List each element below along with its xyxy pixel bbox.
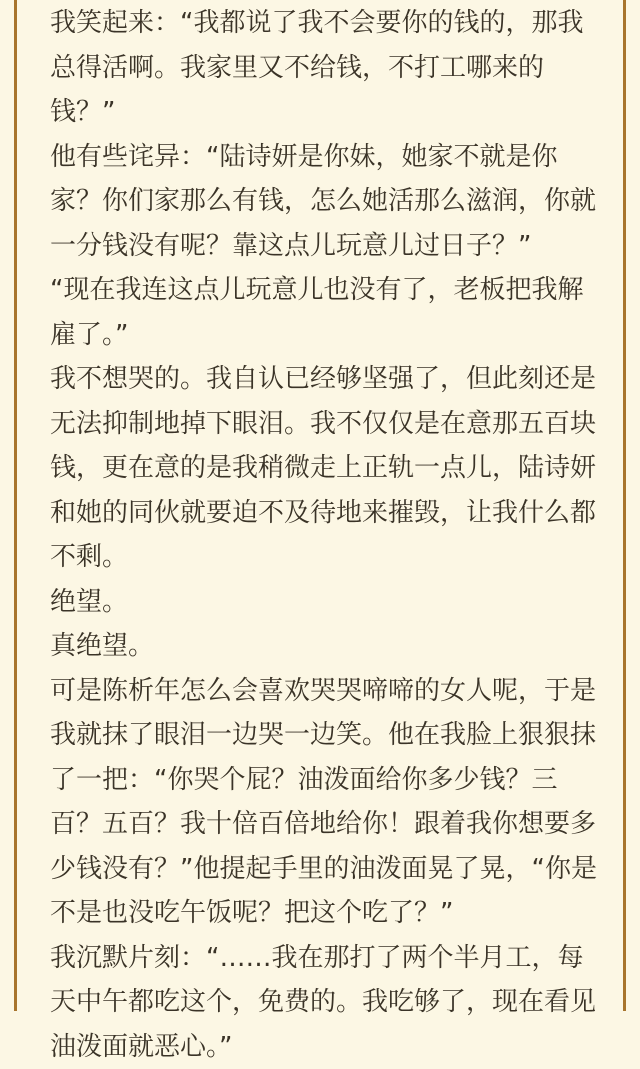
- paragraph: 绝望。: [50, 580, 598, 625]
- left-border-line: [14, 0, 17, 1011]
- paragraph: 我不想哭的。我自认已经够坚强了，但此刻还是无法抑制地掉下眼泪。我不仅仅是在意那五百块钱，更在意的是我稍微走上正轨一点儿，陆诗妍和她的同伙就要迫不及待地来摧毁，让我什么都不剩。: [50, 357, 598, 580]
- article-body: [50, 1, 598, 1069]
- paragraph: “现在我连这点儿玩意儿也没有了，老板把我解雇了。”: [50, 268, 598, 357]
- paragraph: 我笑起来：“我都说了我不会要你的钱的，那我总得活啊。我家里又不给钱，不打工哪来的钱？”: [50, 1, 598, 135]
- paragraph: 我沉默片刻：“……我在那打了两个半月工，每天中午都吃这个，免费的。我吃够了，现在看见油泼面就恶心。”: [50, 936, 598, 1069]
- paragraph: 他有些诧异：“陆诗妍是你妹，她家不就是你家？你们家那么有钱，怎么她活那么滋润，你就一分钱没有呢？靠这点儿玩意儿过日子？”: [50, 135, 598, 269]
- paragraph: 真绝望。: [50, 624, 598, 669]
- paragraph: 可是陈析年怎么会喜欢哭哭啼啼的女人呢，于是我就抹了眼泪一边哭一边笑。他在我脸上狠狠抹了一把：“你哭个屁？油泼面给你多少钱？三百？五百？我十倍百倍地给你！跟着我你想要多少钱没有？”他提起手里的油泼面晃了晃，“你是不是也没吃午饭呢？把这个吃了？”: [50, 669, 598, 936]
- right-border-line: [623, 0, 626, 1011]
